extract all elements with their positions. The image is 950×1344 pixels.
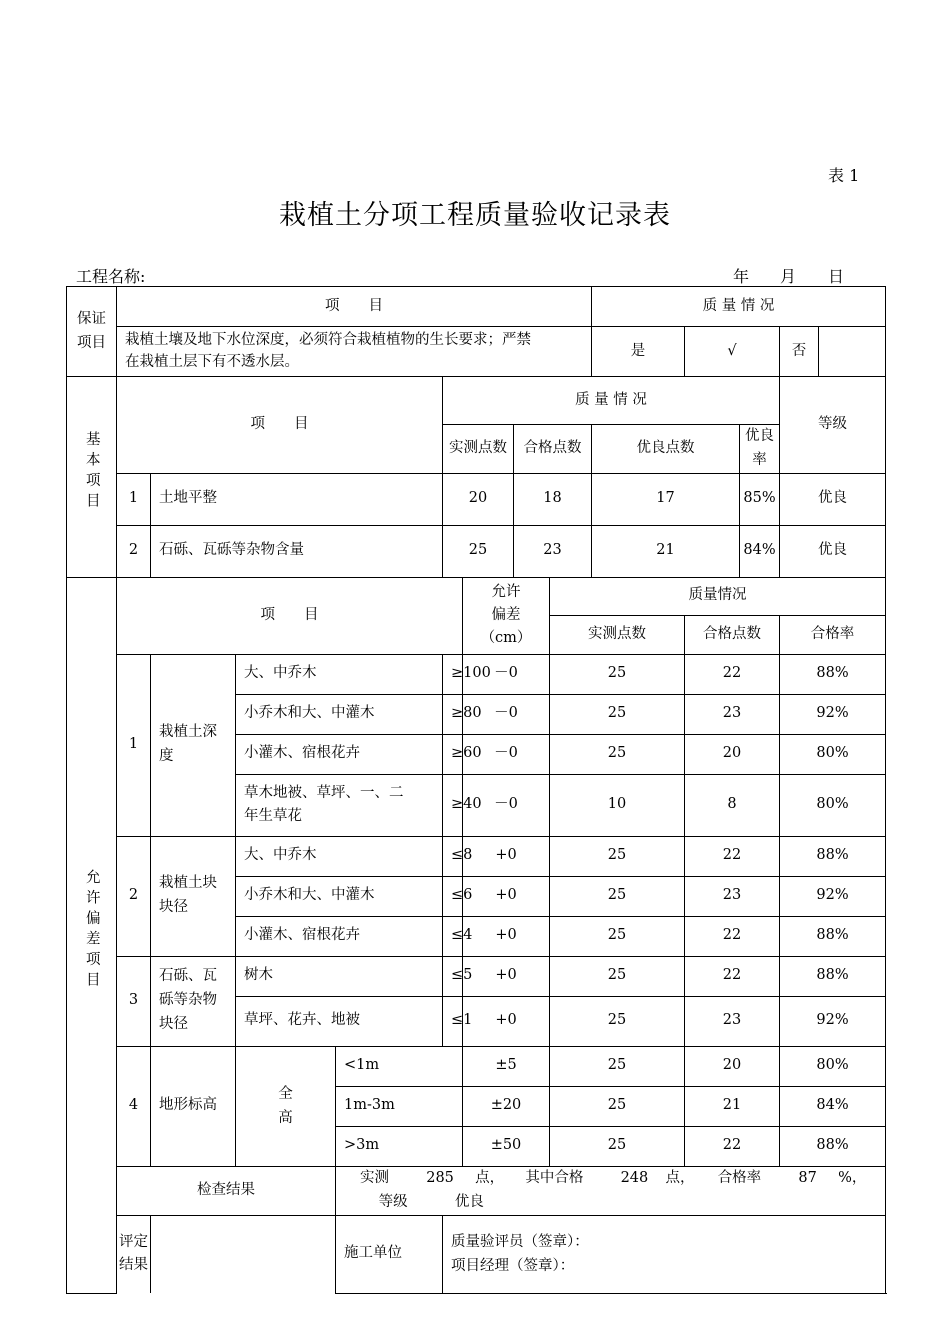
row-deviation: +0 xyxy=(463,956,550,996)
row-rate: 92% xyxy=(780,876,886,916)
row-item: 树木 xyxy=(236,956,443,996)
row-pass: 20 xyxy=(685,734,780,774)
summary-passed-value: 248 xyxy=(620,1169,649,1186)
row-rate: 84% xyxy=(740,525,780,577)
guarantee-col-item: 项 目 xyxy=(117,287,592,327)
row-deviation: +0 xyxy=(463,916,550,956)
group-no: 2 xyxy=(117,836,151,956)
summary-rate-value: 87 xyxy=(798,1169,817,1186)
tolerance-col-deviation: 允许 偏差 （cm） xyxy=(463,577,550,654)
project-name-label: 工程名称: xyxy=(76,267,146,286)
guarantee-no-value xyxy=(819,327,886,377)
table-row xyxy=(67,836,886,876)
row-rate: 88% xyxy=(780,1126,886,1166)
tolerance-sub-pass: 合格点数 xyxy=(685,615,780,654)
row-item: 小灌木、宿根花卉 xyxy=(236,916,443,956)
row-range: 1m-3m xyxy=(336,1086,463,1126)
row-item: 草坪、花卉、地被 xyxy=(236,996,443,1046)
row-rate: 92% xyxy=(780,996,886,1046)
row-rate: 80% xyxy=(780,1046,886,1086)
row-no: 1 xyxy=(117,473,151,525)
row-measured: 25 xyxy=(550,1086,685,1126)
guarantee-col-quality: 质 量 情 况 xyxy=(592,287,886,327)
row-item: 石砾、瓦砾等杂物含量 xyxy=(151,525,443,577)
row-rate: 88% xyxy=(780,916,886,956)
group-name: 石砾、瓦 砾等杂物 块径 xyxy=(151,956,236,1046)
row-deviation: －0 xyxy=(463,654,550,694)
summary-grade-label: 等级 xyxy=(378,1193,408,1210)
row-pass: 22 xyxy=(685,836,780,876)
row-measured: 25 xyxy=(443,525,514,577)
date-year-label: 年 xyxy=(733,267,750,286)
row-measured: 10 xyxy=(550,774,685,836)
row-range: <1m xyxy=(336,1046,463,1086)
row-pass: 22 xyxy=(685,916,780,956)
guarantee-requirement: 栽植土壤及地下水位深度，必须符合栽植植物的生长要求；严禁 在栽植土层下有不透水层。 xyxy=(117,327,592,377)
basic-col-quality: 质 量 情 况 xyxy=(443,377,780,425)
row-spec: ≥40 xyxy=(443,774,463,836)
row-item: 大、中乔木 xyxy=(236,836,443,876)
tolerance-sub-rate: 合格率 xyxy=(780,615,886,654)
row-rate: 88% xyxy=(780,956,886,996)
basic-col-item: 项 目 xyxy=(117,377,443,474)
summary-percent-label: %， xyxy=(838,1169,867,1186)
tolerance-sub-measured: 实测点数 xyxy=(550,615,685,654)
group-name: 地形标高 xyxy=(151,1046,236,1166)
evaluation-blank xyxy=(151,1215,336,1293)
row-measured: 25 xyxy=(550,836,685,876)
basic-row xyxy=(67,473,886,525)
row-rate: 80% xyxy=(780,774,886,836)
guarantee-yes-label: 是 xyxy=(592,327,685,377)
row-pass: 22 xyxy=(685,1126,780,1166)
row-pass: 20 xyxy=(685,1046,780,1086)
row-rate: 85% xyxy=(740,473,780,525)
row-measured: 25 xyxy=(550,694,685,734)
date-day-label: 日 xyxy=(828,267,845,286)
row-deviation: －0 xyxy=(463,734,550,774)
row-grade: 优良 xyxy=(780,525,886,577)
guarantee-check-mark: √ xyxy=(685,327,780,377)
basic-col-grade: 等级 xyxy=(780,377,886,474)
summary-label: 检查结果 xyxy=(117,1166,336,1215)
row-rate: 88% xyxy=(780,654,886,694)
basic-sub-pass: 合格点数 xyxy=(514,425,592,474)
row-deviation: +0 xyxy=(463,836,550,876)
summary-grade-value: 优良 xyxy=(454,1193,484,1210)
basic-sub-rate: 优良率 xyxy=(740,425,780,474)
row-deviation: －0 xyxy=(463,694,550,734)
row-measured: 25 xyxy=(550,1126,685,1166)
row-item: 大、中乔木 xyxy=(236,654,443,694)
row-rate: 84% xyxy=(780,1086,886,1126)
summary-rate-label: 合格率 xyxy=(717,1169,762,1186)
summary-passed-label: 其中合格 xyxy=(525,1169,584,1186)
row-spec: ≤5 xyxy=(443,956,463,996)
basic-row xyxy=(67,525,886,577)
basic-sub-good: 优良点数 xyxy=(592,425,740,474)
inspector-signature: 质量验评员（签章）： xyxy=(451,1233,589,1250)
basic-label: 基本项目 xyxy=(67,377,117,578)
guarantee-no-label: 否 xyxy=(780,327,819,377)
row-deviation: +0 xyxy=(463,876,550,916)
row-measured: 25 xyxy=(550,654,685,694)
row-spec: ≥60 xyxy=(443,734,463,774)
row-pass: 22 xyxy=(685,654,780,694)
row-deviation: +0 xyxy=(463,996,550,1046)
table-number: 表 1 xyxy=(828,166,860,185)
group-no: 3 xyxy=(117,956,151,1046)
tolerance-col-quality: 质量情况 xyxy=(550,577,886,615)
page-title: 栽植土分项工程质量验收记录表 xyxy=(279,200,671,231)
row-item: 土地平整 xyxy=(151,473,443,525)
row-good: 21 xyxy=(592,525,740,577)
row-spec: ≤1 xyxy=(443,996,463,1046)
table-row xyxy=(67,1046,886,1086)
row-pass: 23 xyxy=(685,996,780,1046)
row-rate: 92% xyxy=(780,694,886,734)
table-row xyxy=(67,654,886,694)
summary-text xyxy=(336,1166,886,1215)
group-name: 栽植土块 块径 xyxy=(151,836,236,956)
row-good: 17 xyxy=(592,473,740,525)
row-deviation: ±20 xyxy=(463,1086,550,1126)
tolerance-col-item: 项 目 xyxy=(117,577,463,654)
row-deviation: －0 xyxy=(463,774,550,836)
guarantee-label: 保证 项目 xyxy=(67,287,117,377)
row-pass: 18 xyxy=(514,473,592,525)
row-deviation: ±5 xyxy=(463,1046,550,1086)
row-item: 小乔木和大、中灌木 xyxy=(236,694,443,734)
group-no: 1 xyxy=(117,654,151,836)
row-deviation: ±50 xyxy=(463,1126,550,1166)
row-rate: 88% xyxy=(780,836,886,876)
manager-signature: 项目经理（签章）： xyxy=(451,1258,575,1275)
row-measured: 25 xyxy=(550,996,685,1046)
row-pass: 23 xyxy=(685,694,780,734)
row-grade: 优良 xyxy=(780,473,886,525)
row-spec: ≤8 xyxy=(443,836,463,876)
terrain-full-height: 全 高 xyxy=(236,1046,336,1166)
row-spec: ≥100 xyxy=(443,654,463,694)
summary-measured-value: 285 xyxy=(426,1169,454,1186)
row-range: >3m xyxy=(336,1126,463,1166)
row-no: 2 xyxy=(117,525,151,577)
date-month-label: 月 xyxy=(780,267,797,286)
row-item: 小乔木和大、中灌木 xyxy=(236,876,443,916)
row-spec: ≤6 xyxy=(443,876,463,916)
construction-unit-label: 施工单位 xyxy=(336,1215,443,1293)
summary-points-label: 点， xyxy=(475,1169,505,1186)
row-pass: 23 xyxy=(685,876,780,916)
row-item: 草木地被、草坪、一、二 年生草花 xyxy=(236,774,443,836)
row-measured: 25 xyxy=(550,916,685,956)
summary-measured-label: 实测 xyxy=(360,1169,389,1186)
basic-sub-measured: 实测点数 xyxy=(443,425,514,474)
acceptance-record-table xyxy=(66,286,886,1294)
table-row xyxy=(67,956,886,996)
summary-points-label: 点， xyxy=(665,1169,695,1186)
group-name: 栽植土深 度 xyxy=(151,654,236,836)
tolerance-label: 允许偏差项目 xyxy=(67,577,117,1293)
group-no: 4 xyxy=(117,1046,151,1166)
row-measured: 25 xyxy=(550,1046,685,1086)
row-measured: 25 xyxy=(550,956,685,996)
row-rate: 80% xyxy=(780,734,886,774)
row-pass: 23 xyxy=(514,525,592,577)
evaluation-signatures xyxy=(443,1215,886,1293)
row-item: 小灌木、宿根花卉 xyxy=(236,734,443,774)
row-pass: 22 xyxy=(685,956,780,996)
row-spec: ≥80 xyxy=(443,694,463,734)
row-measured: 25 xyxy=(550,876,685,916)
row-pass: 8 xyxy=(685,774,780,836)
row-pass: 21 xyxy=(685,1086,780,1126)
row-measured: 25 xyxy=(550,734,685,774)
row-measured: 20 xyxy=(443,473,514,525)
row-spec: ≤4 xyxy=(443,916,463,956)
evaluation-label: 评定 结果 xyxy=(117,1215,151,1293)
